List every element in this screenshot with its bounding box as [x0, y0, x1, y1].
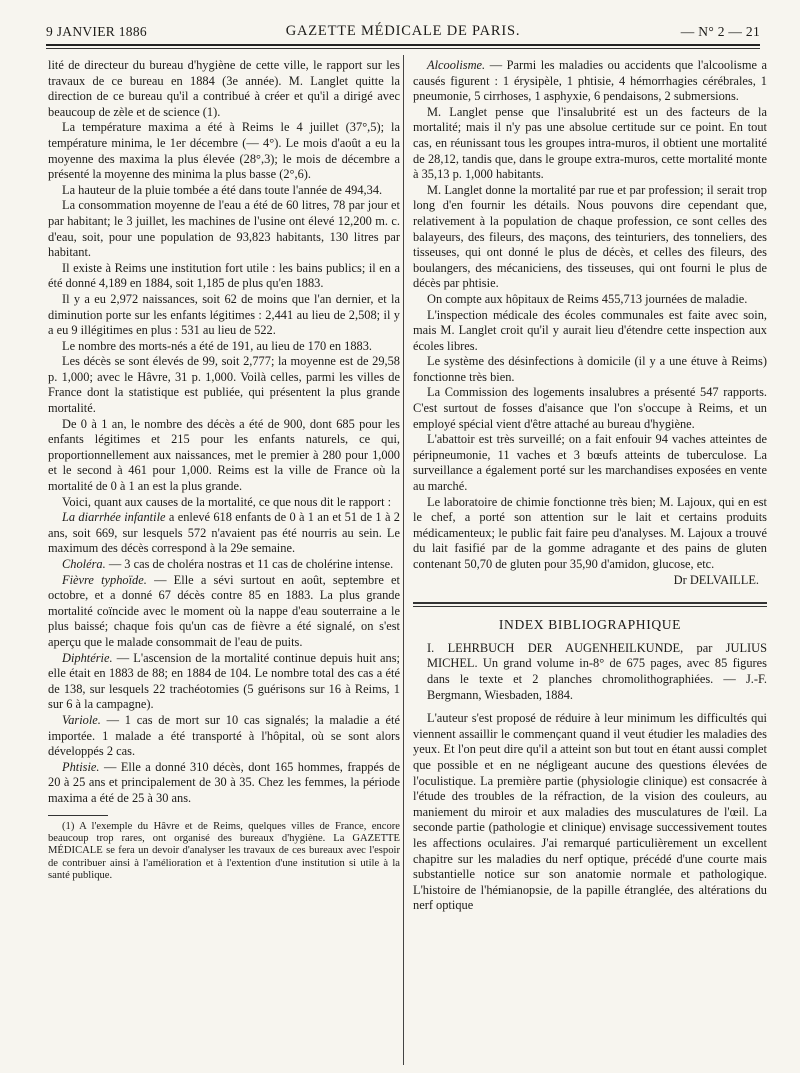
paragraph: [48, 573, 400, 651]
footnote-rule: [48, 815, 108, 816]
paragraph: [48, 557, 400, 573]
paragraph: [48, 713, 400, 760]
paragraph-text: — 3 cas de choléra nostras et 11 cas de cholérine intense.: [105, 557, 394, 571]
section-rule-thin: [413, 606, 767, 607]
paragraph: M. Langlet donne la mortalité par rue et par profession; il serait trop long d'en fournir les détails. Nous pouvons dire cependant que, relativement à la population de chaque profession, ce sont celles des balayeurs, des fileurs, des maçons, des teinturiers, des tonneliers, des tisseuses, qui ont donné le plus de décès, et celles des fileurs, des boulangers, des mécaniciens, des tisseuses, qui ont fourni le plus de décès par phtisie.: [413, 182, 767, 291]
right-column: [413, 58, 767, 914]
paragraph: Le laboratoire de chimie fonctionne très bien; M. Lajoux, qui en est le chef, a porté son attention sur le lait et certains produits médicamenteux; le public fait faire peu d'analyses. M. Lajoux a trouvé du lait fasifié par de la gomme adragante et des pains de gluten contenant 50,70 de gluten pour 35,90 d'amidon, glucose, etc.: [413, 494, 767, 571]
page-header: [46, 18, 760, 42]
paragraph-text: — Elle a donné 310 décès, dont 165 hommes, frappés de 20 à 25 ans et principalement de 30 à 35. Chez les femmes, la période maxima a été de 25 à 30 ans.: [48, 759, 400, 805]
paragraph-text: — Elle a sévi surtout en août, septembre et octobre, et a donné 67 décès contre 85 en 1883. La plus grande mortalité coïncide avec le moment où la nappe d'eau souterraine a le plus baissé; chaque fois qu'un cas de fièvre a été signalé, on s'est aperçu que le malade consommait de l'eau de puits.: [48, 572, 400, 649]
header-rule-thin: [46, 48, 760, 49]
paragraph: Les décès se sont élevés de 99, soit 2,777; la moyenne est de 29,58 p. 1,000; avec le Hâvre, 31 p. 1,000. Voilà celles, parmi les villes de France dont la statistique est publiée, qui présentent la plus grande mortalité.: [48, 354, 400, 416]
header-rule: [46, 44, 760, 46]
subheading: Fièvre typhoïde.: [62, 572, 147, 587]
paragraph: [48, 651, 400, 713]
paragraph: On compte aux hôpitaux de Reims 455,713 journées de maladie.: [427, 291, 748, 306]
paragraph: L'inspection médicale des écoles communales est faite avec soin, mais M. Langlet croit qu'il y aurait lieu d'étendre cette inspection aux écoles libres.: [413, 307, 767, 353]
paragraph-text: — 1 cas de mort sur 10 cas signalés; la maladie a été importée. 1 malade a été transporté à l'hôpital, où se sont alors développés 2 cas.: [48, 712, 400, 759]
paragraph-text: — Parmi les maladies ou accidents que l'alcoolisme a causés figurent : 1 érysipèle, 1 phtisie, 4 hémorrhagies cérébrales, 1 pneumonie, 5 cirrhoses, 1 asphyxie, 6 pendaisons, 2 submersions.: [413, 58, 767, 104]
subheading: La diarrhée infantile: [62, 510, 166, 525]
page-number: — N° 2 — 21: [680, 24, 760, 39]
paragraph: lité de directeur du bureau d'hygiène de cette ville, le rapport sur les travaux de ce bureau en 1884 (3e année). M. Langlet quitte la direction de ce bureau qu'il a contribué à créer et qu'il a dirigé avec beaucoup de zèle et de science (1).: [48, 58, 400, 119]
paragraph: La température maxima a été à Reims le 4 juillet (37°,5); la température minima, le 1er décembre (— 4°). Le mois d'août a eu la moyenne des maxima la plus élevée (28°,3); le mois de décembre a présenté la moyenne des minima la plus basse (2°,6).: [48, 120, 400, 182]
issue-date: 9 JANVIER 1886: [46, 24, 147, 39]
subheading: Phtisie.: [62, 759, 100, 774]
section-title: INDEX BIBLIOGRAPHIQUE: [498, 617, 682, 633]
paragraph: L'abattoir est très surveillé; on a fait enfouir 94 vaches atteintes de péripneumonie, 11 vaches et 3 bœufs atteints de tuberculose. La surveillance a également porté sur les marchandises exposées en vente au marché.: [413, 432, 767, 494]
section-rule: [413, 602, 767, 604]
paragraph: De 0 à 1 an, le nombre des décès a été de 900, dont 685 pour les enfants légitimes et 215 pour les enfants naturels, ce qui, proportionnellement aux naissances, met le premier à 280 pour 1,000 et le second à 461 pour 1,000. Reims est la ville de France où la mortalité de 0 à 1 an est la plus grande.: [48, 416, 400, 494]
paragraph: La Commission des logements insalubres a présenté 547 rapports. C'est surtout de fosses d'aisance que l'on s'occupe à Reims, et un employé spécial vient d'être attaché au bureau d'hygiène.: [413, 385, 767, 431]
paragraph: Voici, quant aux causes de la mortalité, ce que nous dit le rapport :: [62, 494, 392, 509]
left-column: [48, 58, 400, 883]
paragraph: Il existe à Reims une institution fort utile : les bains publics; il en a été donné 4,189 en 1884, soit 1,185 de plus qu'en 1883.: [48, 260, 400, 291]
subheading: Alcoolisme.: [427, 58, 486, 72]
subheading: Variole.: [62, 712, 101, 727]
paragraph: L'auteur s'est proposé de réduire à leur minimum les difficultés qui viennent assaillir le commençant quand il veut étudier les maladies des yeux. Et l'on peut dire qu'il a atteint son but tout en étant aussi complet que possible et en ne négligeant aucune des questions élevées de l'oculistique. La première partie (physiologie clinique) est consacrée à l'étude des troubles de la réfraction, de la vision des couleurs, au maniement du miroir et aux maladies des musculatures de l'œil. La seconde partie (pathologie et clinique) envisage successivement toutes les affections oculaires. J'ai remarqué particulièrement un excellent chapitre sur les maladies du nerf optique, précédé d'une courte mais substantielle notice sur son anatomie normale et pathologique. L'histoire de l'hémianopsie, de la papille étranglée, des altérations du nerf optique: [413, 711, 767, 913]
column-divider: [403, 55, 404, 1065]
paragraph: Le nombre des morts-nés a été de 191, au lieu de 170 en 1883.: [62, 338, 373, 353]
paragraph-text: — L'ascension de la mortalité continue depuis huit ans; elle était en 1883 de 88; en 1884 de 104. Le nombre total des cas a été de 138, sur lesquels 22 trachéotomies (5 guérisons sur 16 à Reims, 1 sur 6 à la campagne).: [48, 650, 400, 712]
paragraph-text: a enlevé 618 enfants de 0 à 1 an et 51 de 1 à 2 ans, soit 669, sur lesquels 572 n'avaient pas été nourris au sein. Le maximum des décès correspond à la 29e semaine.: [48, 510, 400, 556]
paragraph: M. Langlet pense que l'insalubrité est un des facteurs de la mortalité; mais il n'y pas une absolue certitude sur ce point. En tout cas, en réunissant tous les groupes intra-muros, il obtient une mortalité de 28,12, tandis que, dans le groupe extra-muros, cette mortalité monte à 35,13 p. 1,000 habitants.: [413, 104, 767, 182]
publication-title: GAZETTE MÉDICALE DE PARIS.: [285, 23, 521, 39]
paragraph: Le système des désinfections à domicile (il y a une étuve à Reims) fonctionne très bien.: [413, 354, 767, 384]
signature: Dr DELVAILLE.: [673, 572, 759, 587]
subheading: Choléra.: [62, 557, 106, 571]
paragraph: La consommation moyenne de l'eau a été de 60 litres, 78 par jour et par habitant; le 3 juillet, les machines de l'usine ont élevé 12,200 m. c. d'eau, soit, pour une population de 93,823 habitants, 130 litres par habitant.: [48, 198, 400, 260]
paragraph: [48, 760, 400, 807]
paragraph: [48, 510, 400, 557]
subheading: Diphtérie.: [62, 650, 113, 665]
paragraph: La hauteur de la pluie tombée a été dans toute l'année de 494,34.: [62, 182, 383, 197]
paragraph: Il y a eu 2,972 naissances, soit 62 de moins que l'an dernier, et la diminution porte sur les enfants légitimes : 2,441 au lieu de 2,508; il y a eu 9 illégitimes en plus : 531 au lieu de 522.: [48, 291, 400, 338]
footnote: (1) A l'exemple du Hâvre et de Reims, quelques villes de France, encore beaucoup trop rares, ont organisé des bureaux d'hygiène. La GAZETTE MÉDICALE se fera un devoir d'analyser les travaux de ces bureaux avec l'espoir de contribuer ainsi à l'amélioration et à l'extention d'une institution si utile à la santé publique.: [48, 820, 400, 882]
bibliography-entry: I. LEHRBUCH DER AUGENHEILKUNDE, par JULIUS MICHEL. Un grand volume in-8° de 675 pages, avec 85 figures dans le texte et 2 planches chromolithographiées. — J.-F. Bergmann, Wiesbaden, 1884.: [427, 640, 767, 702]
paragraph: [413, 58, 767, 105]
